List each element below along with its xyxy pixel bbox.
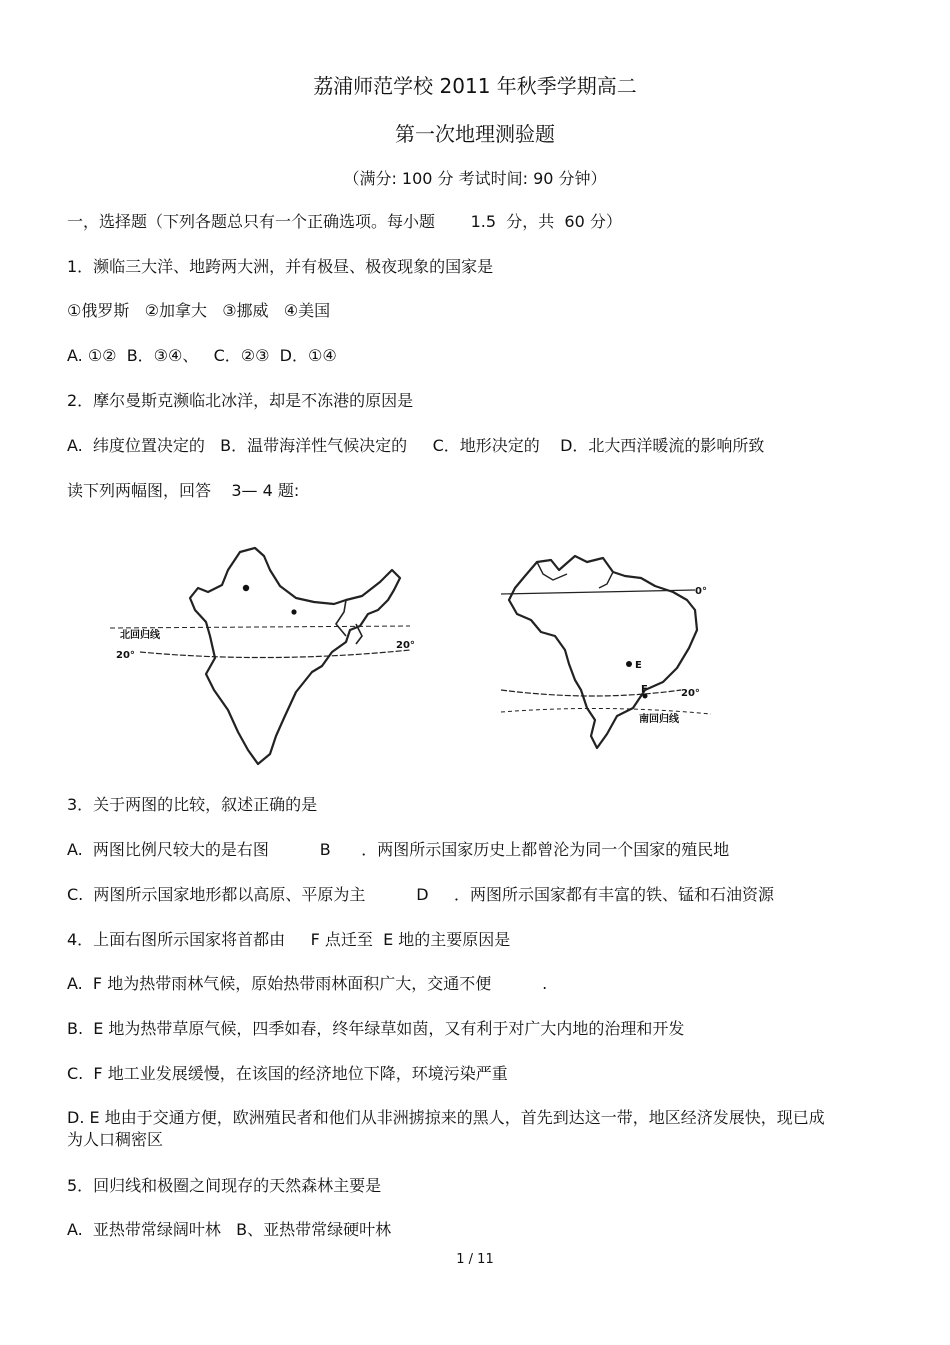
q3-stem: 3．关于两图的比较，叙述正确的是	[67, 795, 318, 814]
q4-stem: 4．上面右图所示国家将首都由 F 点迁至 E 地的主要原因是	[67, 930, 511, 949]
q3-options-ab: A. 两图比例尺较大的是右图 B ．两图所示国家历史上都曾沦为同一个国家的殖民地	[67, 840, 730, 859]
parallel-20-line-brazil	[501, 690, 681, 696]
lat-20-label-right: 20°	[396, 640, 415, 651]
q5-stem: 5．回归线和极圈之间现存的天然森林主要是	[67, 1176, 382, 1195]
q1-stem: 1．濒临三大洋、地跨两大洲，并有极昼、极夜现象的国家是	[67, 257, 494, 276]
q2-options: A. 纬度位置决定的 B．温带海洋性气候决定的 C．地形决定的 D．北大西洋暖流的影响所致	[67, 436, 765, 455]
q1-options: A. ①② B．③④、 C．②③ D．①④	[67, 346, 337, 365]
exam-meta: （满分: 100 分 考试时间: 90 分钟）	[343, 169, 607, 188]
lat-20-label-brazil: 20°	[681, 688, 700, 699]
tropic-of-capricorn-line	[501, 708, 711, 714]
city-dot-delhi	[243, 585, 249, 591]
q4-option-c: C. F 地工业发展缓慢，在该国的经济地位下降，环境污染严重	[67, 1064, 508, 1083]
q2-stem: 2．摩尔曼斯克濒临北冰洋，却是不冻港的原因是	[67, 391, 414, 410]
q5-options: A. 亚热带常绿阔叶林 B、亚热带常绿硬叶林	[67, 1220, 392, 1239]
capricorn-label: 南回归线	[639, 714, 679, 725]
read-prompt: 读下列两幅图，回答 3— 4 题:	[67, 481, 300, 500]
equator-line	[501, 590, 695, 594]
city-dot-central	[291, 609, 296, 614]
brazil-map	[495, 540, 735, 755]
tropic-of-cancer-line	[110, 626, 410, 628]
q3-options-cd: C. 两图所示国家地形都以高原、平原为主 D ．两图所示国家都有丰富的铁、锰和石油资源	[67, 885, 775, 904]
exam-title-line2: 第一次地理测验题	[395, 122, 555, 146]
brazil-north-border-detail	[537, 562, 613, 588]
q4-option-b: B. E 地为热带草原气候，四季如春，终年绿草如茵，又有利于对广大内地的治理和开发	[67, 1019, 685, 1038]
point-f-label: F	[641, 684, 648, 695]
q4-option-d: D. E 地由于交通方便，欧洲殖民者和他们从非洲掳掠来的黑人，首先到达这一带，地区经济发展快，现已成为人口稠密区	[67, 1108, 825, 1149]
q1-items: ①俄罗斯 ②加拿大 ③挪威 ④美国	[67, 301, 331, 320]
india-east-coast-detail	[336, 600, 362, 644]
india-outline	[190, 548, 400, 764]
exam-title-line1: 荔浦师范学校 2011 年秋季学期高二	[313, 74, 637, 98]
tropic-label: 北回归线	[120, 630, 160, 641]
q4-option-a: A. F 地为热带雨林气候，原始热带雨林面积广大，交通不便 .	[67, 974, 548, 993]
point-e-label: E	[635, 660, 642, 671]
parallel-20-line	[140, 650, 410, 658]
section-heading: 一，选择题（下列各题总只有一个正确选项。每小题 1.5 分，共 60 分）	[67, 212, 622, 231]
point-e-dot	[626, 661, 632, 667]
lat-20-label-left: 20°	[116, 650, 135, 661]
page-number: 1 / 11	[456, 1252, 494, 1267]
lat-0-label: 0°	[695, 586, 707, 597]
india-map	[110, 540, 420, 770]
